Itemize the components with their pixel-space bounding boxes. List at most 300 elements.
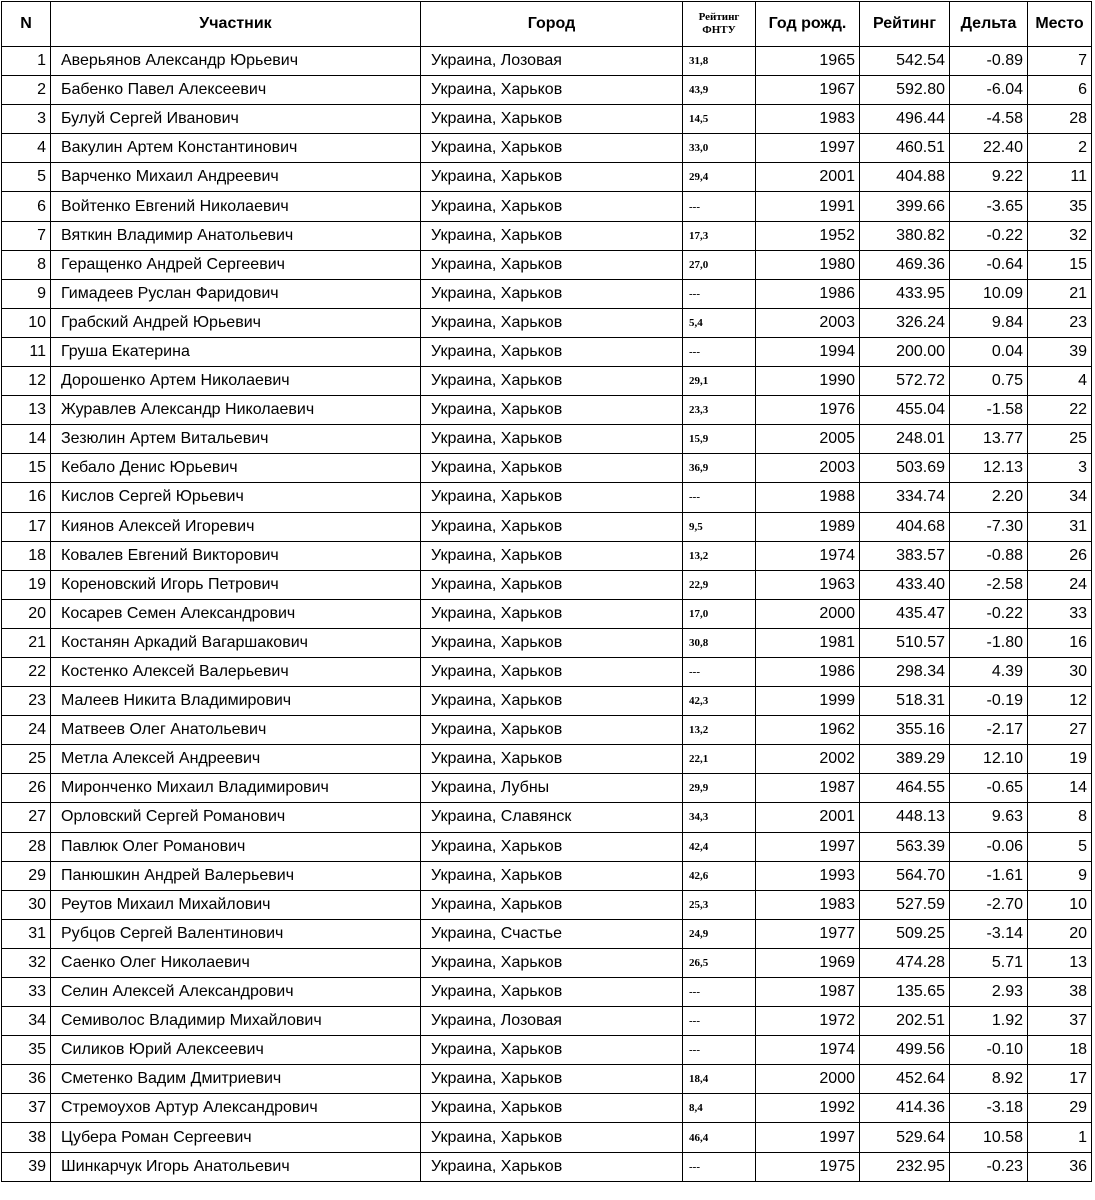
cell-fntu-rating: --- xyxy=(683,279,756,308)
table-row xyxy=(2,47,1092,76)
header-participant: Участник xyxy=(51,2,421,47)
cell-birth-year: 1969 xyxy=(756,948,860,977)
cell-city: Украина, Харьков xyxy=(421,745,683,774)
cell-delta: 2.20 xyxy=(950,483,1028,512)
cell-delta: -2.17 xyxy=(950,716,1028,745)
cell-participant: Селин Алексей Александрович xyxy=(51,978,421,1007)
cell-fntu-rating: 46,4 xyxy=(683,1123,756,1152)
cell-delta: 9.22 xyxy=(950,163,1028,192)
cell-n: 1 xyxy=(2,47,51,76)
cell-participant: Кебало Денис Юрьевич xyxy=(51,454,421,483)
cell-rating: 529.64 xyxy=(860,1123,950,1152)
cell-delta: 22.40 xyxy=(950,134,1028,163)
cell-place: 20 xyxy=(1028,919,1092,948)
cell-fntu-rating: 29,9 xyxy=(683,774,756,803)
cell-participant: Кислов Сергей Юрьевич xyxy=(51,483,421,512)
cell-participant: Реутов Михаил Михайлович xyxy=(51,890,421,919)
cell-place: 4 xyxy=(1028,367,1092,396)
cell-place: 19 xyxy=(1028,745,1092,774)
cell-city: Украина, Харьков xyxy=(421,425,683,454)
table-row xyxy=(2,774,1092,803)
cell-fntu-rating: 22,1 xyxy=(683,745,756,774)
cell-participant: Грабский Андрей Юрьевич xyxy=(51,308,421,337)
table-row xyxy=(2,454,1092,483)
cell-n: 16 xyxy=(2,483,51,512)
cell-rating: 380.82 xyxy=(860,221,950,250)
cell-city: Украина, Харьков xyxy=(421,1036,683,1065)
table-row xyxy=(2,396,1092,425)
table-row xyxy=(2,425,1092,454)
cell-fntu-rating: --- xyxy=(683,1152,756,1181)
cell-participant: Косарев Семен Александрович xyxy=(51,599,421,628)
cell-fntu-rating: --- xyxy=(683,1036,756,1065)
cell-birth-year: 1977 xyxy=(756,919,860,948)
cell-city: Украина, Харьков xyxy=(421,512,683,541)
cell-place: 6 xyxy=(1028,76,1092,105)
cell-n: 33 xyxy=(2,978,51,1007)
cell-rating: 435.47 xyxy=(860,599,950,628)
cell-participant: Малеев Никита Владимирович xyxy=(51,687,421,716)
cell-city: Украина, Харьков xyxy=(421,221,683,250)
cell-city: Украина, Харьков xyxy=(421,250,683,279)
cell-city: Украина, Харьков xyxy=(421,1065,683,1094)
cell-place: 32 xyxy=(1028,221,1092,250)
cell-rating: 232.95 xyxy=(860,1152,950,1181)
cell-participant: Костенко Алексей Валерьевич xyxy=(51,657,421,686)
header-fntu-rating xyxy=(683,2,756,47)
cell-birth-year: 1986 xyxy=(756,657,860,686)
cell-n: 4 xyxy=(2,134,51,163)
cell-participant: Миронченко Михаил Владимирович xyxy=(51,774,421,803)
cell-delta: 9.63 xyxy=(950,803,1028,832)
cell-place: 35 xyxy=(1028,192,1092,221)
table-body xyxy=(2,47,1092,1182)
cell-rating: 460.51 xyxy=(860,134,950,163)
cell-birth-year: 1987 xyxy=(756,774,860,803)
cell-participant: Вяткин Владимир Анатольевич xyxy=(51,221,421,250)
cell-n: 37 xyxy=(2,1094,51,1123)
cell-place: 14 xyxy=(1028,774,1092,803)
cell-rating: 448.13 xyxy=(860,803,950,832)
cell-delta: 2.93 xyxy=(950,978,1028,1007)
cell-birth-year: 2002 xyxy=(756,745,860,774)
cell-participant: Семиволос Владимир Михайлович xyxy=(51,1007,421,1036)
table-row xyxy=(2,134,1092,163)
cell-delta: 12.10 xyxy=(950,745,1028,774)
cell-place: 28 xyxy=(1028,105,1092,134)
cell-delta: -1.58 xyxy=(950,396,1028,425)
cell-delta: -3.14 xyxy=(950,919,1028,948)
cell-city: Украина, Харьков xyxy=(421,279,683,308)
cell-n: 15 xyxy=(2,454,51,483)
cell-rating: 510.57 xyxy=(860,628,950,657)
cell-city: Украина, Харьков xyxy=(421,483,683,512)
cell-birth-year: 2005 xyxy=(756,425,860,454)
cell-n: 13 xyxy=(2,396,51,425)
table-row xyxy=(2,1152,1092,1181)
table-row xyxy=(2,919,1092,948)
cell-n: 21 xyxy=(2,628,51,657)
cell-birth-year: 1981 xyxy=(756,628,860,657)
cell-place: 10 xyxy=(1028,890,1092,919)
table-row xyxy=(2,1007,1092,1036)
cell-rating: 248.01 xyxy=(860,425,950,454)
cell-birth-year: 1994 xyxy=(756,337,860,366)
cell-city: Украина, Харьков xyxy=(421,163,683,192)
cell-rating: 414.36 xyxy=(860,1094,950,1123)
cell-delta: -4.58 xyxy=(950,105,1028,134)
cell-place: 7 xyxy=(1028,47,1092,76)
cell-city: Украина, Харьков xyxy=(421,570,683,599)
cell-city: Украина, Харьков xyxy=(421,832,683,861)
cell-birth-year: 1967 xyxy=(756,76,860,105)
cell-n: 31 xyxy=(2,919,51,948)
cell-place: 5 xyxy=(1028,832,1092,861)
cell-city: Украина, Харьков xyxy=(421,687,683,716)
cell-city: Украина, Харьков xyxy=(421,1152,683,1181)
cell-place: 29 xyxy=(1028,1094,1092,1123)
cell-fntu-rating: 23,3 xyxy=(683,396,756,425)
table-row xyxy=(2,687,1092,716)
cell-n: 35 xyxy=(2,1036,51,1065)
cell-participant: Дорошенко Артем Николаевич xyxy=(51,367,421,396)
cell-city: Украина, Харьков xyxy=(421,76,683,105)
table-row xyxy=(2,105,1092,134)
cell-participant: Булуй Сергей Иванович xyxy=(51,105,421,134)
cell-delta: 8.92 xyxy=(950,1065,1028,1094)
cell-delta: -0.10 xyxy=(950,1036,1028,1065)
cell-delta: 12.13 xyxy=(950,454,1028,483)
cell-n: 23 xyxy=(2,687,51,716)
table-row xyxy=(2,76,1092,105)
cell-fntu-rating: 9,5 xyxy=(683,512,756,541)
cell-city: Украина, Харьков xyxy=(421,978,683,1007)
cell-birth-year: 1997 xyxy=(756,1123,860,1152)
cell-delta: -2.70 xyxy=(950,890,1028,919)
table-row xyxy=(2,367,1092,396)
cell-rating: 592.80 xyxy=(860,76,950,105)
cell-birth-year: 2003 xyxy=(756,454,860,483)
cell-n: 5 xyxy=(2,163,51,192)
cell-place: 34 xyxy=(1028,483,1092,512)
cell-participant: Войтенко Евгений Николаевич xyxy=(51,192,421,221)
header-fntu-line2: ФНТУ xyxy=(702,24,736,36)
cell-rating: 383.57 xyxy=(860,541,950,570)
cell-city: Украина, Харьков xyxy=(421,337,683,366)
cell-delta: -3.65 xyxy=(950,192,1028,221)
cell-birth-year: 1974 xyxy=(756,541,860,570)
cell-rating: 499.56 xyxy=(860,1036,950,1065)
cell-rating: 389.29 xyxy=(860,745,950,774)
cell-rating: 527.59 xyxy=(860,890,950,919)
cell-n: 29 xyxy=(2,861,51,890)
cell-city: Украина, Харьков xyxy=(421,367,683,396)
cell-city: Украина, Харьков xyxy=(421,716,683,745)
table-row xyxy=(2,599,1092,628)
cell-birth-year: 1983 xyxy=(756,105,860,134)
cell-n: 9 xyxy=(2,279,51,308)
cell-city: Украина, Харьков xyxy=(421,541,683,570)
cell-delta: -0.22 xyxy=(950,599,1028,628)
cell-participant: Рубцов Сергей Валентинович xyxy=(51,919,421,948)
cell-fntu-rating: 36,9 xyxy=(683,454,756,483)
cell-participant: Вакулин Артем Константинович xyxy=(51,134,421,163)
cell-birth-year: 1992 xyxy=(756,1094,860,1123)
cell-rating: 334.74 xyxy=(860,483,950,512)
cell-birth-year: 1976 xyxy=(756,396,860,425)
cell-rating: 503.69 xyxy=(860,454,950,483)
cell-place: 8 xyxy=(1028,803,1092,832)
table-row xyxy=(2,163,1092,192)
header-delta: Дельта xyxy=(950,2,1028,47)
cell-delta: 10.09 xyxy=(950,279,1028,308)
cell-rating: 496.44 xyxy=(860,105,950,134)
cell-birth-year: 1999 xyxy=(756,687,860,716)
cell-rating: 542.54 xyxy=(860,47,950,76)
cell-delta: -6.04 xyxy=(950,76,1028,105)
cell-n: 38 xyxy=(2,1123,51,1152)
cell-city: Украина, Харьков xyxy=(421,1123,683,1152)
cell-place: 15 xyxy=(1028,250,1092,279)
cell-delta: 5.71 xyxy=(950,948,1028,977)
cell-rating: 563.39 xyxy=(860,832,950,861)
cell-participant: Матвеев Олег Анатольевич xyxy=(51,716,421,745)
header-city: Город xyxy=(421,2,683,47)
cell-fntu-rating: --- xyxy=(683,978,756,1007)
cell-place: 27 xyxy=(1028,716,1092,745)
cell-city: Украина, Харьков xyxy=(421,192,683,221)
cell-participant: Силиков Юрий Алексеевич xyxy=(51,1036,421,1065)
cell-fntu-rating: 42,4 xyxy=(683,832,756,861)
cell-place: 36 xyxy=(1028,1152,1092,1181)
cell-place: 3 xyxy=(1028,454,1092,483)
cell-place: 9 xyxy=(1028,861,1092,890)
cell-rating: 399.66 xyxy=(860,192,950,221)
cell-birth-year: 1963 xyxy=(756,570,860,599)
cell-participant: Зезюлин Артем Витальевич xyxy=(51,425,421,454)
cell-place: 11 xyxy=(1028,163,1092,192)
cell-place: 22 xyxy=(1028,396,1092,425)
cell-delta: -0.89 xyxy=(950,47,1028,76)
cell-city: Украина, Счастье xyxy=(421,919,683,948)
cell-place: 24 xyxy=(1028,570,1092,599)
cell-place: 37 xyxy=(1028,1007,1092,1036)
cell-participant: Стремоухов Артур Александрович xyxy=(51,1094,421,1123)
cell-rating: 564.70 xyxy=(860,861,950,890)
cell-n: 36 xyxy=(2,1065,51,1094)
cell-birth-year: 1974 xyxy=(756,1036,860,1065)
cell-n: 3 xyxy=(2,105,51,134)
cell-n: 19 xyxy=(2,570,51,599)
cell-rating: 202.51 xyxy=(860,1007,950,1036)
cell-n: 2 xyxy=(2,76,51,105)
cell-place: 21 xyxy=(1028,279,1092,308)
cell-n: 30 xyxy=(2,890,51,919)
table-row xyxy=(2,628,1092,657)
cell-fntu-rating: 17,0 xyxy=(683,599,756,628)
cell-delta: -1.80 xyxy=(950,628,1028,657)
cell-city: Украина, Харьков xyxy=(421,308,683,337)
cell-birth-year: 1997 xyxy=(756,134,860,163)
cell-birth-year: 2001 xyxy=(756,163,860,192)
cell-n: 34 xyxy=(2,1007,51,1036)
cell-rating: 469.36 xyxy=(860,250,950,279)
cell-birth-year: 1989 xyxy=(756,512,860,541)
cell-delta: -0.88 xyxy=(950,541,1028,570)
cell-city: Украина, Харьков xyxy=(421,454,683,483)
cell-rating: 326.24 xyxy=(860,308,950,337)
cell-fntu-rating: 29,4 xyxy=(683,163,756,192)
table-row xyxy=(2,1094,1092,1123)
cell-birth-year: 2001 xyxy=(756,803,860,832)
cell-rating: 455.04 xyxy=(860,396,950,425)
cell-n: 18 xyxy=(2,541,51,570)
cell-fntu-rating: 27,0 xyxy=(683,250,756,279)
cell-birth-year: 2000 xyxy=(756,599,860,628)
cell-rating: 572.72 xyxy=(860,367,950,396)
cell-fntu-rating: --- xyxy=(683,337,756,366)
cell-participant: Груша Екатерина xyxy=(51,337,421,366)
cell-fntu-rating: 8,4 xyxy=(683,1094,756,1123)
cell-place: 23 xyxy=(1028,308,1092,337)
cell-delta: -3.18 xyxy=(950,1094,1028,1123)
cell-fntu-rating: 22,9 xyxy=(683,570,756,599)
header-birth-year: Год рожд. xyxy=(756,2,860,47)
cell-participant: Цубера Роман Сергеевич xyxy=(51,1123,421,1152)
cell-fntu-rating: 43,9 xyxy=(683,76,756,105)
cell-participant: Бабенко Павел Алексеевич xyxy=(51,76,421,105)
cell-rating: 433.95 xyxy=(860,279,950,308)
cell-n: 12 xyxy=(2,367,51,396)
cell-birth-year: 1988 xyxy=(756,483,860,512)
table-row xyxy=(2,570,1092,599)
cell-participant: Панюшкин Андрей Валерьевич xyxy=(51,861,421,890)
cell-fntu-rating: 34,3 xyxy=(683,803,756,832)
cell-n: 25 xyxy=(2,745,51,774)
cell-city: Украина, Славянск xyxy=(421,803,683,832)
cell-participant: Геращенко Андрей Сергеевич xyxy=(51,250,421,279)
cell-n: 28 xyxy=(2,832,51,861)
cell-city: Украина, Харьков xyxy=(421,628,683,657)
cell-delta: 10.58 xyxy=(950,1123,1028,1152)
cell-n: 11 xyxy=(2,337,51,366)
cell-fntu-rating: --- xyxy=(683,1007,756,1036)
cell-fntu-rating: 42,6 xyxy=(683,861,756,890)
cell-delta: 4.39 xyxy=(950,657,1028,686)
cell-participant: Ковалев Евгений Викторович xyxy=(51,541,421,570)
table-row xyxy=(2,1123,1092,1152)
cell-fntu-rating: --- xyxy=(683,192,756,221)
cell-delta: -0.19 xyxy=(950,687,1028,716)
table-row xyxy=(2,279,1092,308)
cell-city: Украина, Харьков xyxy=(421,657,683,686)
cell-participant: Костанян Аркадий Вагаршакович xyxy=(51,628,421,657)
cell-delta: 0.75 xyxy=(950,367,1028,396)
cell-delta: 9.84 xyxy=(950,308,1028,337)
cell-birth-year: 1965 xyxy=(756,47,860,76)
cell-rating: 404.68 xyxy=(860,512,950,541)
cell-n: 14 xyxy=(2,425,51,454)
table-row xyxy=(2,1065,1092,1094)
cell-city: Украина, Лозовая xyxy=(421,47,683,76)
cell-birth-year: 1983 xyxy=(756,890,860,919)
cell-rating: 355.16 xyxy=(860,716,950,745)
cell-participant: Орловский Сергей Романович xyxy=(51,803,421,832)
cell-rating: 464.55 xyxy=(860,774,950,803)
cell-fntu-rating: --- xyxy=(683,657,756,686)
cell-birth-year: 1990 xyxy=(756,367,860,396)
cell-participant: Гимадеев Руслан Фаридович xyxy=(51,279,421,308)
cell-fntu-rating: 29,1 xyxy=(683,367,756,396)
cell-delta: -1.61 xyxy=(950,861,1028,890)
cell-place: 18 xyxy=(1028,1036,1092,1065)
table-row xyxy=(2,948,1092,977)
cell-birth-year: 1991 xyxy=(756,192,860,221)
cell-n: 27 xyxy=(2,803,51,832)
cell-fntu-rating: 17,3 xyxy=(683,221,756,250)
cell-n: 24 xyxy=(2,716,51,745)
cell-n: 32 xyxy=(2,948,51,977)
cell-n: 7 xyxy=(2,221,51,250)
cell-n: 22 xyxy=(2,657,51,686)
cell-birth-year: 1986 xyxy=(756,279,860,308)
cell-fntu-rating: 30,8 xyxy=(683,628,756,657)
cell-birth-year: 1952 xyxy=(756,221,860,250)
table-row xyxy=(2,192,1092,221)
cell-fntu-rating: 31,8 xyxy=(683,47,756,76)
cell-city: Украина, Харьков xyxy=(421,890,683,919)
cell-fntu-rating: 25,3 xyxy=(683,890,756,919)
cell-city: Украина, Харьков xyxy=(421,105,683,134)
cell-place: 13 xyxy=(1028,948,1092,977)
cell-birth-year: 1993 xyxy=(756,861,860,890)
table-row xyxy=(2,657,1092,686)
table-row xyxy=(2,1036,1092,1065)
cell-participant: Шинкарчук Игорь Анатольевич xyxy=(51,1152,421,1181)
table-row xyxy=(2,250,1092,279)
cell-participant: Саенко Олег Николаевич xyxy=(51,948,421,977)
cell-city: Украина, Лозовая xyxy=(421,1007,683,1036)
header-n: N xyxy=(2,2,51,47)
cell-rating: 298.34 xyxy=(860,657,950,686)
cell-delta: -0.65 xyxy=(950,774,1028,803)
cell-city: Украина, Лубны xyxy=(421,774,683,803)
cell-city: Украина, Харьков xyxy=(421,861,683,890)
cell-city: Украина, Харьков xyxy=(421,948,683,977)
table-row xyxy=(2,745,1092,774)
cell-fntu-rating: 24,9 xyxy=(683,919,756,948)
header-rating: Рейтинг xyxy=(860,2,950,47)
cell-birth-year: 1972 xyxy=(756,1007,860,1036)
cell-rating: 433.40 xyxy=(860,570,950,599)
cell-city: Украина, Харьков xyxy=(421,599,683,628)
cell-place: 39 xyxy=(1028,337,1092,366)
cell-delta: 1.92 xyxy=(950,1007,1028,1036)
cell-birth-year: 1975 xyxy=(756,1152,860,1181)
cell-n: 20 xyxy=(2,599,51,628)
cell-rating: 474.28 xyxy=(860,948,950,977)
cell-n: 6 xyxy=(2,192,51,221)
cell-place: 2 xyxy=(1028,134,1092,163)
cell-fntu-rating: --- xyxy=(683,483,756,512)
cell-birth-year: 2003 xyxy=(756,308,860,337)
cell-delta: -2.58 xyxy=(950,570,1028,599)
header-place: Место xyxy=(1028,2,1092,47)
cell-place: 12 xyxy=(1028,687,1092,716)
cell-participant: Метла Алексей Андреевич xyxy=(51,745,421,774)
cell-fntu-rating: 13,2 xyxy=(683,716,756,745)
cell-participant: Павлюк Олег Романович xyxy=(51,832,421,861)
